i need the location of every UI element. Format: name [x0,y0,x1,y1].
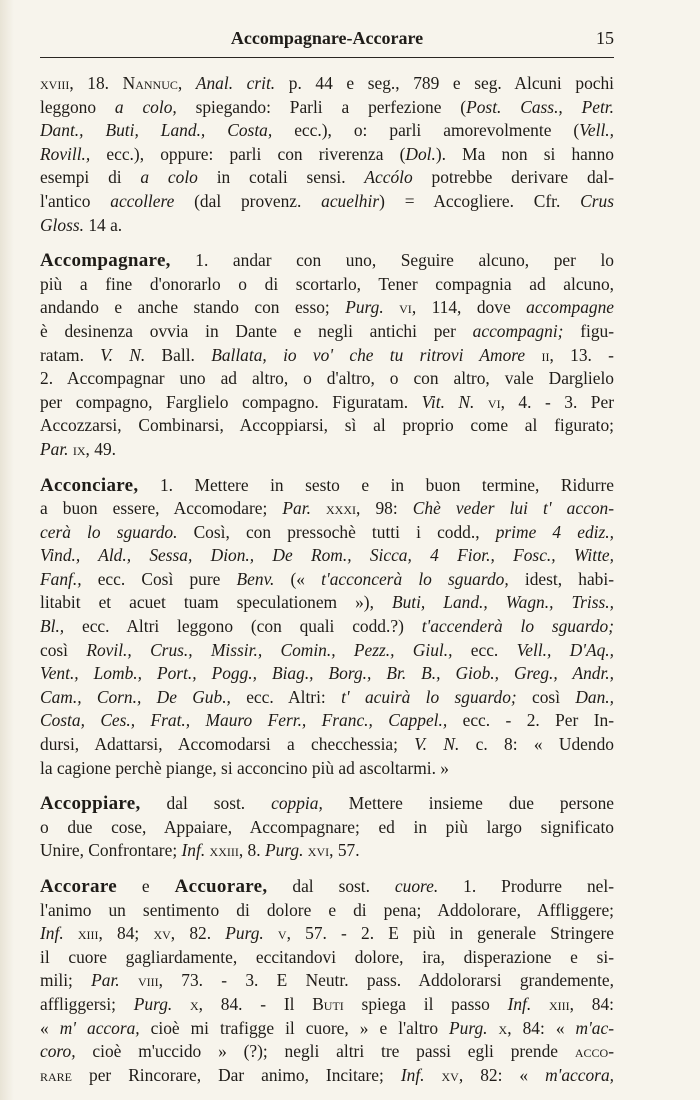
text-line: Accorare e Accuorare, dal sost. cuore. 1. Produrre nel- [40,876,614,897]
entry-accoppiare [40,792,614,863]
running-title: Accompagnare-Accorare [230,28,424,48]
text-line: Vind., Ald., Sessa, Dion., De Rom., Sicca, 4 Fior., Fosc., Witte, [40,545,614,566]
text-line: esempi di a colo in cotali sensi. Accólo potrebbe derivare dal- [40,167,614,188]
text-line: leggono a colo, spiegando: Parli a perfezione (Post. Cass., Petr. [40,96,614,117]
text-line: mili; Par. viii, 73. - 3. E Neutr. pass. Addolorarsi grandemente, [40,970,614,991]
text-line: Accompagnare, 1. andar con uno, Seguire alcuno, per lo [40,250,614,272]
text-line: Cam., Corn., De Gub., ecc. Altri: t' acuirà lo sguardo; così Dan., [40,686,614,707]
text-line: rare per Rincorare, Dar animo, Incitare; Inf. xv, 82: « m'accora, [40,1064,614,1085]
text-line: Vent., Lomb., Port., Pogg., Biag., Borg., Br. B., Giob., Greg., Andr., [40,663,614,684]
entry-headword: Accuorare, [174,876,268,897]
text-line: più a fine d'onorarlo o di scortarlo, Tener compagnia ad alcuno, [40,273,614,294]
page-body [40,72,614,1087]
text-line: litabit et acuet tuam speculationem »), Buti, Land., Wagn., Triss., [40,592,614,613]
text-line: Dant., Buti, Land., Costa, ecc.), o: parli amorevolmente (Vell., [40,120,614,141]
text-line: coro, cioè m'uccido » (?); negli altri tre passi egli prende acco- [40,1041,614,1062]
paragraph-continuation [40,72,614,237]
page-number: 15 [596,28,614,48]
text-line: dursi, Adattarsi, Accomodarsi a checchessia; V. N. c. 8: « Udendo [40,734,614,755]
text-line: Unire, Confrontare; Inf. xxiii, 8. Purg. xvi, 57. [40,840,360,861]
text-line: l'antico accollere (dal provenz. acuelhir) = Accogliere. Cfr. Crus [40,190,614,211]
text-line: Bl., ecc. Altri leggono (con quali codd.?) t'accenderà lo sguardo; [40,616,614,637]
text-line: 2. Accompagnar uno ad altro, o d'altro, o con altro, vale Darglielo [40,368,614,389]
text-line: è desinenza ovvia in Dante e negli antichi per accompagni; figu- [40,320,614,341]
text-line: a buon essere, Accomodare; Par. xxxi, 98: Chè veder lui t' accon- [40,498,614,519]
page-edge-shadow [0,0,14,1100]
entry-headword: Accoppiare, [40,793,141,815]
text-line: Fanf., ecc. Così pure Benv. (« t'acconcerà lo sguardo, idest, habi- [40,568,614,589]
text-line: Accozzarsi, Combinarsi, Accoppiarsi, sì al proprio come al figurato; [40,415,614,436]
text-line: Accoppiare, dal sost. coppia, Mettere insieme due persone [40,793,614,815]
header-rule [40,57,614,58]
entry-headword: Acconciare, [40,474,139,496]
text-line: o due cose, Appaiare, Accompagnare; ed in più largo significato [40,816,614,837]
text-line: cerà lo sguardo. Così, con pressochè tutti i codd., prime 4 ediz., [40,521,614,542]
text-line: affliggersi; Purg. x, 84. - Il Buti spiega il passo Inf. xiii, 84: [40,993,614,1014]
entry-acconciare [40,474,614,781]
text-line: Gloss. 14 a. [40,214,123,235]
text-line: « m' accora, cioè mi trafigge il cuore, » e l'altro Purg. x, 84: « m'ac- [40,1017,614,1038]
text-line: così Rovil., Crus., Missir., Comin., Pezz., Giul., ecc. Vell., D'Aq., [40,639,614,660]
text-line: andando e anche stando con esso; Purg. vi, 114, dove accompagne [40,297,614,318]
text-line: il cuore gagliardamente, eccitandovi dolore, ira, disperazione e si- [40,946,614,967]
text-line: Rovill., ecc.), oppure: parli con riverenza (Dol.). Ma non si hanno [40,143,614,164]
entry-headword: Accorare [40,876,117,897]
text-line: Par. ix, 49. [40,438,116,459]
entry-accompagnare [40,249,614,461]
text-line: Costa, Ces., Frat., Mauro Ferr., Franc., Cappel., ecc. - 2. Per In- [40,710,614,731]
text-line: Acconciare, 1. Mettere in sesto e in buon termine, Ridurre [40,474,614,496]
text-line: xviii, 18. Nannuc, Anal. crit. p. 44 e seg., 789 e seg. Alcuni pochi [40,73,614,93]
text-line: ratam. V. N. Ball. Ballata, io vo' che tu ritrovi Amore ii, 13. - [40,344,614,365]
entry-accorare [40,875,614,1087]
text-line: l'animo un sentimento di dolore e di pena; Addolorare, Affliggere; [40,899,614,920]
text-line: per compagno, Farglielo compagno. Figuratam. Vit. N. vi, 4. - 3. Per [40,391,614,412]
running-header [40,28,614,58]
text-line: Inf. xiii, 84; xv, 82. Purg. v, 57. - 2. E più in generale Stringere [40,923,614,944]
text-line: la cagione perchè piange, si acconcino più ad ascoltarmi. » [40,757,449,778]
entry-headword: Accompagnare, [40,250,171,272]
